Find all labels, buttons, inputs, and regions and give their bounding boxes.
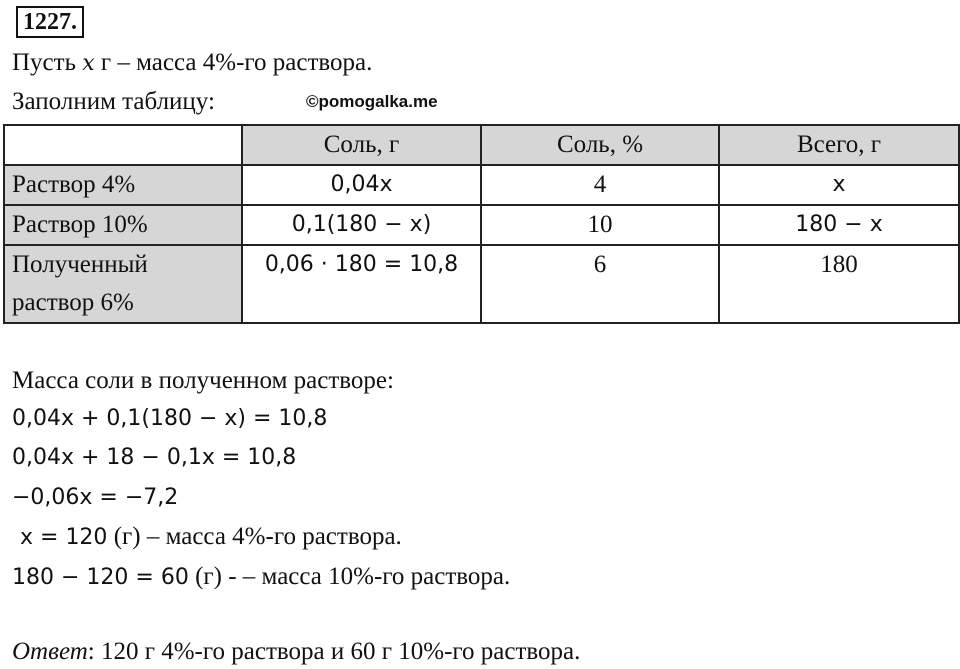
equation-3: −0,06x = −7,2 bbox=[12, 485, 179, 510]
cell-salt-pct: 10 bbox=[481, 205, 719, 245]
table-header-row bbox=[4, 125, 959, 165]
row-label-result-line1: Полученный bbox=[12, 251, 148, 278]
table-row bbox=[4, 245, 959, 323]
equation-4-math: x = 120 bbox=[20, 525, 108, 550]
intro-variable: x bbox=[82, 51, 95, 76]
solution-table bbox=[3, 124, 960, 324]
row-label-4pct: Раствор 4% bbox=[4, 165, 242, 205]
cell-salt-g: 0,1(180 − x) bbox=[242, 205, 481, 245]
column-header-salt-g: Соль, г bbox=[242, 125, 481, 165]
equation-5-math: 180 − 120 = 60 bbox=[12, 565, 189, 590]
equation-5 bbox=[12, 562, 510, 593]
equation-4 bbox=[20, 522, 402, 553]
cell-salt-pct: 4 bbox=[481, 165, 719, 205]
table-row bbox=[4, 165, 959, 205]
row-label-10pct: Раствор 10% bbox=[4, 205, 242, 245]
row-label-result-line2: раствор 6% bbox=[12, 289, 134, 316]
cell-salt-g: 0,06 · 180 = 10,8 bbox=[242, 245, 481, 323]
table-row bbox=[4, 205, 959, 245]
intro-fill-table: Заполним таблицу: bbox=[12, 88, 215, 115]
equation-2: 0,04x + 18 − 0,1x = 10,8 bbox=[12, 445, 297, 470]
equation-4-text: (г) – масса 4%-го раствора. bbox=[113, 523, 402, 550]
intro-let-suffix: г – масса 4%-го раствора. bbox=[100, 49, 373, 76]
cell-total: 180 − x bbox=[719, 205, 959, 245]
table-corner-cell bbox=[4, 125, 242, 165]
equation-5-text: (г) - – масса 10%-го раствора. bbox=[195, 563, 511, 590]
cell-salt-pct: 6 bbox=[481, 245, 719, 323]
intro-let-line bbox=[12, 48, 372, 79]
row-label-result bbox=[4, 245, 242, 323]
cell-total: 180 bbox=[719, 245, 959, 323]
equation-1: 0,04x + 0,1(180 − x) = 10,8 bbox=[12, 406, 328, 431]
cell-salt-g: 0,04x bbox=[242, 165, 481, 205]
answer-text: : 120 г 4%-го раствора и 60 г 10%-го раствора. bbox=[87, 638, 581, 665]
problem-number: 1227. bbox=[16, 6, 84, 38]
solution-heading: Масса соли в полученном растворе: bbox=[12, 367, 394, 394]
intro-let-prefix: Пусть bbox=[12, 49, 76, 76]
column-header-total: Всего, г bbox=[719, 125, 959, 165]
answer-line bbox=[12, 637, 580, 667]
answer-label: Ответ bbox=[12, 638, 88, 665]
cell-total: x bbox=[719, 165, 959, 205]
watermark: ©pomogalka.me bbox=[306, 92, 438, 111]
column-header-salt-pct: Соль, % bbox=[481, 125, 719, 165]
